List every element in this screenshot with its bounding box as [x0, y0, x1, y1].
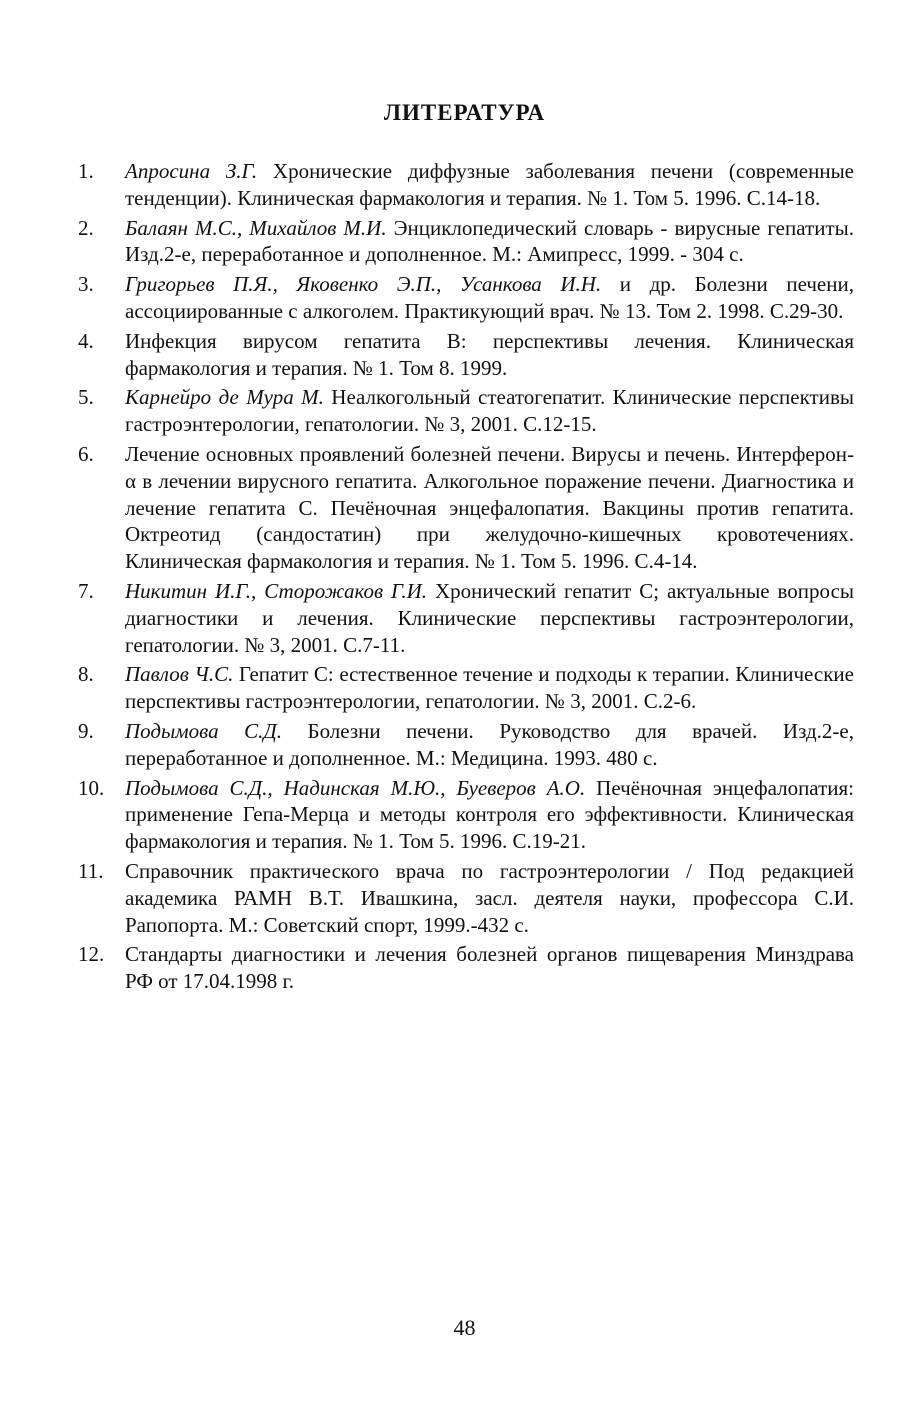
reference-authors: Карнейро де Мура М. [125, 385, 324, 410]
reference-text [125, 858, 854, 938]
reference-text [125, 158, 854, 212]
reference-authors: Подымова С.Д., Надинская М.Ю., Буеверов А.О. [125, 775, 586, 800]
reference-item [78, 775, 854, 855]
reference-text [125, 215, 854, 269]
reference-item [78, 858, 854, 938]
reference-number: 1. [78, 159, 94, 183]
reference-authors: Павлов Ч.С. [125, 662, 234, 687]
page-number: 48 [453, 1315, 476, 1340]
reference-number: 11. [78, 858, 104, 883]
reference-number: 10. [78, 775, 105, 800]
reference-description: Справочник практического врача по гастроэнтерологии / Под редакцией академика РАМН В.Т. Ивашкина, засл. деятеля науки, профессора С.И. Рапопорта. М.: Советский спорт, 1999.-432 с. [125, 858, 854, 937]
reference-description: и др. Болезни печени, ассоциированные с алкоголем. Практикующий врач. № 13. Том 2. 1998. С.29-30. [125, 272, 854, 323]
reference-number: 6. [78, 441, 94, 466]
reference-item [78, 215, 854, 269]
reference-text [125, 328, 854, 382]
reference-item [78, 441, 854, 575]
reference-text [125, 441, 854, 575]
reference-authors: Григорьев П.Я., Яковенко Э.П., Усанкова И.Н. [125, 272, 602, 297]
page-title: ЛИТЕРАТУРА [383, 100, 546, 125]
reference-number: 4. [78, 328, 94, 353]
reference-item [78, 158, 854, 212]
reference-item [78, 328, 854, 382]
reference-description: Хронические диффузные заболевания печени (современные тенденции). Клиническая фармакология и терапия. № 1. Том 5. 1996. С.14-18. [125, 159, 854, 210]
reference-description: Печёночная энцефалопатия: применение Гепа-Мерца и методы контроля его эффективности. Клиническая фармакология и терапия. № 1. Том 5. 1996. С.19-21. [125, 775, 854, 854]
reference-authors: Подымова С.Д. [125, 718, 282, 743]
reference-item [78, 578, 854, 658]
reference-description: Лечение основных проявлений болезней печени. Вирусы и печень. Интерферон-α в лечении вирусного гепатита. Алкогольное поражение печени. Диагностика и лечение гепатита С. Печёночная энцефалопатия. Вакцины против гепатита. Октреотид (сандостатин) при желудочно-кишечных кровотечениях. Клиническая фармакология и терапия. № 1. Том 5. 1996. С.4-14. [125, 441, 854, 574]
reference-number: 2. [78, 215, 94, 240]
reference-text [125, 271, 854, 325]
reference-number: 3. [78, 272, 94, 297]
reference-number: 7. [78, 578, 94, 603]
reference-description: Неалкогольный стеатогепатит. Клинические перспективы гастроэнтерологии, гепатологии. № 3, 2001. С.12-15. [125, 385, 854, 437]
reference-description: Энциклопедический словарь - вирусные гепатиты. Изд.2-е, переработанное и дополненное. М.: Амипресс, 1999. - 304 с. [125, 215, 854, 267]
reference-list [78, 158, 854, 998]
reference-text [125, 718, 854, 772]
reference-description: Болезни печени. Руководство для врачей. Изд.2-е, переработанное и дополненное. М.: Медицина. 1993. 480 с. [125, 718, 854, 770]
reference-description: Хронический гепатит С; актуальные вопросы диагностики и лечения. Клинические перспективы гастроэнтерологии, гепатологии. № 3, 2001. С.7-11. [125, 578, 854, 657]
reference-text [125, 661, 854, 715]
reference-number: 8. [78, 662, 94, 687]
reference-authors: Никитин И.Г., Сторожаков Г.И. [125, 578, 428, 603]
reference-authors: Балаян М.С., Михайлов М.И. [125, 215, 387, 240]
reference-item [78, 271, 854, 325]
reference-item [78, 718, 854, 772]
reference-text [125, 775, 854, 855]
reference-text [125, 578, 854, 658]
reference-text [125, 384, 854, 438]
reference-number: 12. [78, 942, 105, 967]
reference-description: Гепатит С: естественное течение и подходы к терапии. Клинические перспективы гастроэнтерологии, гепатологии. № 3, 2001. С.2-6. [125, 662, 854, 714]
reference-description: Инфекция вирусом гепатита В: перспективы лечения. Клиническая фармакология и терапия. № 1. Том 8. 1999. [125, 328, 854, 380]
reference-item [78, 661, 854, 715]
reference-item [78, 941, 854, 995]
reference-number: 5. [78, 385, 94, 410]
reference-description: Стандарты диагностики и лечения болезней органов пищеварения Минздрава РФ от 17.04.1998 г. [125, 942, 854, 994]
reference-authors: Апросина З.Г. [125, 159, 258, 183]
reference-item [78, 384, 854, 438]
reference-text [125, 941, 854, 995]
reference-number: 9. [78, 718, 94, 743]
